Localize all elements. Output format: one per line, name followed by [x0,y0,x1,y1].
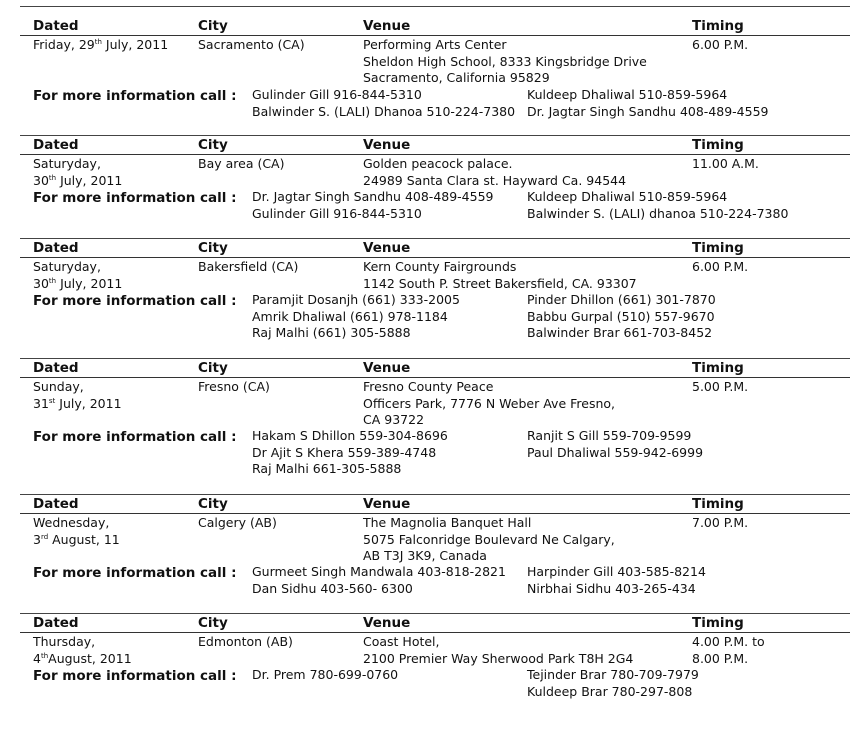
event-date [33,634,132,667]
top-divider [20,6,850,7]
contact-entry: Dr. Jagtar Singh Sandhu 408-489-4559 [252,189,494,204]
date-line-2 [33,396,122,413]
date-text: Saturyday, [33,156,101,171]
contact-entry: Babbu Gurpal (510) 557-9670 [527,308,715,324]
info-call-label: For more information call : [33,293,237,309]
contact-entry: Amrik Dhaliwal (661) 978-1184 [252,308,448,324]
date-text: Saturyday, [33,259,101,274]
event-block [20,614,850,734]
contact-entry: Ranjit S Gill 559-709-9599 [527,428,692,443]
timing-header: Timing [692,18,744,34]
date-line-1 [33,634,132,651]
venue-line: Fresno County Peace [363,379,494,394]
event-city: Sacramento (CA) [198,37,305,52]
date-ordinal: st [48,396,56,405]
header-row [20,359,850,377]
info-call-label: For more information call : [33,429,237,445]
contact-entry: Paramjit Dosanjh (661) 333-2005 [252,292,460,307]
city-header: City [198,360,228,376]
city-header: City [198,137,228,153]
city-header: City [198,18,228,34]
date-text: Sunday, [33,379,84,394]
contacts-right [527,564,706,597]
event-timing [692,156,759,173]
date-ordinal: th [48,276,57,285]
header-divider [20,35,850,36]
contacts-right [527,428,703,461]
event-venue [363,634,633,667]
date-line-1 [33,379,122,396]
timing-header: Timing [692,137,744,153]
timing-header: Timing [692,615,744,631]
contact-entry: Balwinder S. (LALI) Dhanoa 510-224-7380 [252,103,516,119]
date-line-1 [33,515,120,532]
dated-header: Dated [33,615,79,631]
contacts-left [252,428,448,478]
header-divider [20,377,850,378]
contact-entry: Gurmeet Singh Mandwala 403-818-2821 [252,564,506,579]
header-row [20,239,850,257]
timing-line: 5.00 P.M. [692,379,749,394]
city-header: City [198,240,228,256]
venue-line: Golden peacock palace. [363,156,513,171]
date-line-2 [33,276,122,293]
event-timing [692,379,748,396]
timing-line: 7.00 P.M. [692,515,749,530]
event-date [33,156,122,189]
info-call-label: For more information call : [33,190,237,206]
date-day: 30 [33,275,49,291]
contacts-right [527,189,788,222]
date-text: Friday, 29 [33,37,95,52]
date-rest: July, 2011 [56,172,123,188]
venue-line: CA 93722 [363,412,425,427]
date-rest: July, 2011 [56,275,123,291]
venue-line: The Magnolia Banquet Hall [363,515,532,530]
venue-line: Sacramento, California 95829 [363,70,550,85]
date-day: 4 [33,650,41,666]
event-timing [692,634,765,667]
contact-entry: Pinder Dhillon (661) 301-7870 [527,292,716,307]
header-divider [20,154,850,155]
timing-line: 6.00 P.M. [692,37,749,52]
timing-header: Timing [692,240,744,256]
venue-header: Venue [363,240,411,256]
event-date [33,515,120,548]
venue-line: Kern County Fairgrounds [363,259,517,274]
event-block [20,359,850,479]
contact-entry: Kuldeep Dhaliwal 510-859-5964 [527,87,728,102]
date-ordinal: th [40,651,49,660]
contacts-right [527,292,716,342]
contact-entry: Raj Malhi (661) 305-5888 [252,325,411,340]
date-line-2 [33,651,132,668]
info-call-label: For more information call : [33,88,237,104]
contact-entry: Raj Malhi 661-305-5888 [252,461,402,476]
date-ordinal: rd [40,532,49,541]
contact-entry: Nirbhai Sidhu 403-265-434 [527,580,696,596]
contacts-right [527,87,769,120]
date-text: Thursday, [33,634,96,649]
contacts-left [252,87,515,120]
contacts-right [527,667,699,700]
date-line-2 [33,532,120,549]
timing-line: 11.00 A.M. [692,156,759,171]
event-city: Edmonton (AB) [198,634,293,649]
info-call-label: For more information call : [33,668,237,684]
date-text: Wednesday, [33,515,110,530]
event-venue [363,156,626,189]
timing-line: 4.00 P.M. to [692,634,765,649]
venue-header: Venue [363,18,411,34]
date-day: 31 [33,395,49,411]
venue-line: 5075 Falconridge Boulevard Ne Calgary, [363,531,615,547]
header-divider [20,513,850,514]
contact-entry: Kuldeep Dhaliwal 510-859-5964 [527,189,728,204]
contact-entry: Kuldeep Brar 780-297-808 [527,683,693,699]
date-ordinal: th [94,38,102,46]
timing-line: 8.00 P.M. [692,650,749,666]
info-call-label: For more information call : [33,565,237,581]
city-header: City [198,496,228,512]
dated-header: Dated [33,496,79,512]
date-ordinal: th [48,173,57,182]
event-block [20,239,850,359]
contacts-left [252,564,506,597]
event-city: Calgery (AB) [198,515,277,530]
event-city: Bakersfield (CA) [198,259,299,274]
timing-line: 6.00 P.M. [692,259,749,274]
venue-header: Venue [363,496,411,512]
venue-line: 24989 Santa Clara st. Hayward Ca. 94544 [363,172,627,188]
venue-line: 1142 South P. Street Bakersfield, CA. 93307 [363,275,637,291]
venue-header: Venue [363,615,411,631]
header-divider [20,632,850,633]
event-timing [692,515,748,532]
contact-entry: Tejinder Brar 780-709-7979 [527,667,699,682]
venue-line: Performing Arts Center [363,37,507,52]
contact-entry: Balwinder Brar 661-703-8452 [527,325,713,340]
date-rest: July, 2011 [55,395,122,411]
header-row [20,136,850,154]
contact-entry: Dr Ajit S Khera 559-389-4748 [252,444,437,460]
date-rest: August, 11 [48,531,120,547]
venue-line: Officers Park, 7776 N Weber Ave Fresno, [363,395,616,411]
dated-header: Dated [33,240,79,256]
venue-line: Sheldon High School, 8333 Kingsbridge Drive [363,53,647,69]
date-day: 30 [33,172,49,188]
header-divider [20,257,850,258]
event-block [20,136,850,256]
contacts-left [252,292,460,342]
header-row [20,614,850,632]
contact-entry: Dr. Prem 780-699-0760 [252,667,399,682]
timing-header: Timing [692,360,744,376]
header-row [20,17,850,35]
event-date [33,379,122,412]
venue-line: AB T3J 3K9, Canada [363,548,487,563]
contacts-left [252,667,398,684]
contacts-left [252,189,494,222]
event-date [33,37,168,54]
date-text-after: July, 2011 [101,37,169,52]
contact-entry: Hakam S Dhillon 559-304-8696 [252,428,448,443]
event-city: Bay area (CA) [198,156,285,171]
event-timing [692,259,748,276]
dated-header: Dated [33,18,79,34]
date-line-1 [33,156,122,173]
event-venue [363,379,615,429]
date-line-1 [33,37,168,54]
contact-entry: Dr. Jagtar Singh Sandhu 408-489-4559 [527,103,769,119]
date-line-1 [33,259,122,276]
event-date [33,259,122,292]
venue-header: Venue [363,137,411,153]
contact-entry: Gulinder Gill 916-844-5310 [252,205,422,221]
dated-header: Dated [33,360,79,376]
contact-entry: Balwinder S. (LALI) dhanoa 510-224-7380 [527,205,789,221]
contact-entry: Harpinder Gill 403-585-8214 [527,564,706,579]
date-rest: August, 2011 [48,650,132,666]
contact-entry: Paul Dhaliwal 559-942-6999 [527,444,704,460]
venue-line: Coast Hotel, [363,634,440,649]
event-venue [363,515,615,565]
venue-line: 2100 Premier Way Sherwood Park T8H 2G4 [363,650,634,666]
contact-entry: Dan Sidhu 403-560- 6300 [252,580,413,596]
event-block [20,495,850,615]
event-timing [692,37,748,54]
date-day: 3 [33,531,41,547]
header-row [20,495,850,513]
event-venue [363,37,647,87]
event-venue [363,259,637,292]
dated-header: Dated [33,137,79,153]
city-header: City [198,615,228,631]
date-line-2 [33,173,122,190]
venue-header: Venue [363,360,411,376]
contact-entry: Gulinder Gill 916-844-5310 [252,87,422,102]
event-city: Fresno (CA) [198,379,270,394]
event-block [20,17,850,137]
timing-header: Timing [692,496,744,512]
